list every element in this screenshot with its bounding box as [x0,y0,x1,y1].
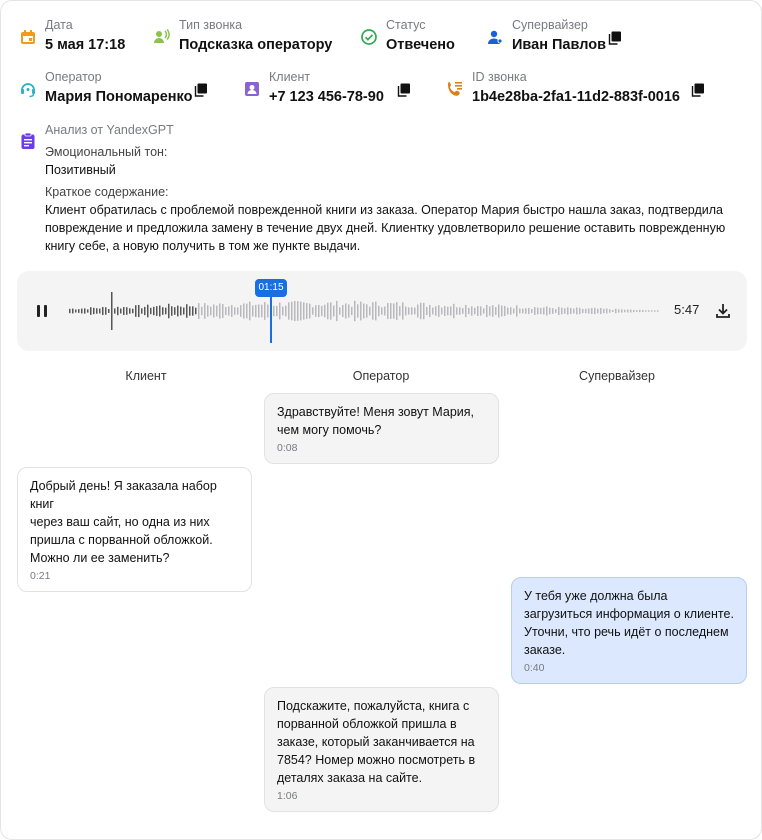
waveform-bar [648,310,650,312]
pause-bar-right [44,305,47,317]
waveform-bar [582,309,584,313]
message-line: Подскажите, пожалуйста, книга с [277,699,470,713]
waveform-bar [369,307,371,316]
date-label: Дата [45,18,73,32]
waveform-bar [120,309,122,314]
waveform-bar [243,303,245,318]
waveform-bar [171,306,173,315]
waveform-bar [84,308,86,313]
waveform-bar [354,301,356,321]
message-line: Добрый день! Я заказала набор книг [30,479,217,511]
operator-value: Мария Пономаренко [45,89,193,105]
waveform-bar [414,308,416,315]
waveform-bar [444,306,446,316]
headset-icon [19,80,37,98]
waveform-bar [249,302,251,321]
message-line: заказе. [524,643,566,657]
waveform-bar [123,307,125,315]
waveform-bar [486,305,488,317]
summary-line-3: книгу себе, а новую получить в том же пункте выдачи. [45,239,361,253]
waveform-bar [498,305,500,318]
waveform-bar [447,307,449,316]
message-line: чем могу помочь? [277,423,382,437]
column-client: Клиент [125,369,167,383]
column-operator: Оператор [352,369,410,383]
waveform-bar [423,303,425,319]
playhead-time: 01:15 [255,279,287,297]
waveform-bar [510,307,512,314]
waveform-bar [315,305,317,317]
waveform-bar [279,303,281,320]
waveform-bar [399,306,401,316]
waveform-bar [477,306,479,316]
waveform-bar [474,308,476,314]
waveform-bar [93,308,95,314]
copy-operator-icon[interactable] [194,83,208,97]
status-value: Отвечено [386,37,455,53]
waveform-bar [117,307,119,315]
waveform-bar [111,292,113,330]
waveform-bar [537,308,539,315]
waveform-bar [168,304,170,318]
copy-client-icon[interactable] [397,83,411,97]
phone-list-icon [446,80,464,98]
waveform-bar [594,308,596,314]
waveform-bar [177,306,179,317]
waveform-bar [183,307,185,314]
waveform-bar [252,306,254,317]
waveform-bar [627,309,629,312]
client-value: +7 123 456-78-90 [269,89,384,105]
waveform-bar [600,308,602,314]
message-line: деталях заказа на сайте. [277,771,423,785]
waveform-bar [246,304,248,319]
waveform-bar [402,302,404,319]
calendar-icon [19,28,37,46]
waveform-bar [87,309,89,312]
waveform-bar [621,309,623,312]
message-line: 7854? Номер можно посмотреть в [277,753,476,767]
waveform-bar [339,307,341,314]
message-line: загрузиться информация о клиенте. [524,607,734,621]
waveform-bar [636,310,638,312]
waveform-bar [513,309,515,314]
waveform-bar [558,307,560,315]
waveform-bar [225,307,227,315]
waveform-bar [585,309,587,313]
waveform-bar [372,302,374,320]
waveform-bar [210,307,212,316]
summary-line-2: повреждение и предложила замену в течение двух дней. Клиентку удовлетворило решение оставить поврежденную [45,221,726,235]
waveform-bar [408,307,410,314]
waveform-bar [204,303,206,319]
waveform-bar [624,310,626,312]
waveform-bar [471,306,473,316]
message-operator-1 [264,393,499,464]
waveform-bar [201,307,203,315]
waveform-bar [141,308,143,313]
message-line: заказе, который заканчивается на [277,735,475,749]
duration: 5:47 [674,302,700,317]
waveform-bar [99,309,101,314]
supervisor-value: Иван Павлов [512,37,606,53]
waveform-bar [654,310,656,312]
waveform-bar [132,309,134,314]
waveform-bar [552,308,554,314]
operator-label: Оператор [45,70,102,84]
waveform-bar [219,303,221,318]
waveform-bar [618,309,620,312]
waveform-bar [90,307,92,315]
waveform-bar [360,302,362,321]
waveform-bar [336,301,338,321]
waveform-bar [375,302,377,321]
waveform-bar [393,303,395,318]
waveform-bar [642,310,644,312]
waveform-bar [573,309,575,314]
waveform-bar [390,303,392,319]
waveform-bar [285,306,287,317]
waveform-bar [546,306,548,315]
waveform-bar [462,308,464,314]
waveform-bar [489,306,491,315]
waveform-bar [543,308,545,315]
waveform-bar [528,308,530,314]
waveform[interactable] [69,289,661,333]
waveform-bar [78,309,80,313]
call-type-label: Тип звонка [179,18,243,32]
message-time: 0:21 [30,570,51,582]
waveform-bar [456,307,458,314]
message-time: 0:08 [277,442,298,454]
message-line: Можно ли ее заменить? [30,551,170,565]
waveform-bar [531,309,533,313]
waveform-bar [192,306,194,315]
tone-value: Позитивный [45,163,116,177]
waveform-bar [597,309,599,314]
users-hint-icon [153,28,171,46]
waveform-bar [195,308,197,315]
waveform-bar [387,303,389,319]
waveform-bar [198,303,200,319]
waveform-bar [639,310,641,312]
pause-button[interactable] [35,303,49,319]
waveform-bar [159,306,161,317]
waveform-bar [525,308,527,313]
waveform-bar [144,307,146,315]
waveform-bar [438,305,440,317]
waveform-bar [96,308,98,313]
message-line: Здравствуйте! Меня зовут Мария, [277,405,474,419]
waveform-bar [147,305,149,318]
call-id-label: ID звонка [472,70,527,84]
waveform-bar [591,308,593,314]
waveform-bar [264,302,266,320]
waveform-bar [153,307,155,315]
waveform-bar [465,305,467,317]
waveform-bar [480,306,482,315]
waveform-bar [138,305,140,317]
tone-label: Эмоциональный тон: [45,145,168,159]
waveform-bar [561,308,563,315]
waveform-bar [240,305,242,317]
waveform-bar [507,308,509,315]
waveform-bar [549,308,551,315]
playhead-line[interactable] [270,297,272,343]
waveform-bar [309,304,311,319]
message-line: через ваш сайт, но одна из них [30,515,210,529]
waveform-bar [102,307,104,315]
waveform-bar [570,308,572,314]
waveform-bar [75,310,77,313]
waveform-bar [231,305,233,317]
waveform-bar [567,307,569,314]
waveform-bar [216,306,218,317]
waveform-bar [186,304,188,318]
waveform-bar [234,307,236,315]
waveform-bar [276,306,278,316]
waveform-bar [330,302,332,319]
copy-supervisor-icon[interactable] [608,31,622,45]
message-line: пришла с порванной обложкой. [30,533,213,547]
waveform-bar [519,309,521,314]
waveform-bar [327,303,329,320]
message-line: Уточни, что речь идёт о последнем [524,625,729,639]
call-type-value: Подсказка оператору [179,37,333,53]
waveform-bar [213,304,215,317]
pause-bar-left [37,305,40,317]
waveform-bar [318,305,320,317]
waveform-bar [435,306,437,315]
waveform-bar [603,309,605,313]
waveform-bar [267,305,269,318]
waveform-bar [282,307,284,316]
client-label: Клиент [269,70,311,84]
waveform-bar [459,307,461,314]
waveform-bar [579,308,581,314]
waveform-bar [294,301,296,321]
message-operator-2 [264,687,499,812]
waveform-bar [357,304,359,317]
waveform-bar [300,302,302,321]
waveform-bar [150,308,152,314]
waveform-bar [630,310,632,313]
message-supervisor-1 [511,577,747,684]
waveform-bar [306,303,308,319]
waveform-bar [261,305,263,318]
waveform-bar [426,307,428,315]
message-line: У тебя уже должна была [524,589,668,603]
waveform-bar [333,306,335,317]
message-client-1 [17,467,252,592]
waveform-bar [417,304,419,317]
supervisor-label: Супервайзер [512,18,588,32]
waveform-bar [255,305,257,317]
waveform-bar [534,307,536,315]
waveform-bar [180,307,182,316]
waveform-bar [207,305,209,316]
waveform-bar [156,306,158,316]
call-id-value: 1b4e28ba-2fa1-11d2-883f-0016 [472,89,680,105]
waveform-bar [189,306,191,315]
waveform-bar [321,306,323,316]
waveform-bar [450,306,452,315]
waveform-bar [384,307,386,316]
waveform-bar [114,308,116,313]
waveform-bar [273,306,275,316]
message-time: 1:06 [277,790,298,802]
copy-call-id-icon[interactable] [691,83,705,97]
waveform-bar [516,305,518,316]
column-supervisor: Супервайзер [579,369,655,383]
audio-player [17,271,747,351]
waveform-bar [162,307,164,315]
waveform-bar [381,307,383,314]
waveform-bar [72,309,74,314]
waveform-bar [555,309,557,313]
waveform-bar [468,308,470,314]
waveform-bar [645,310,647,312]
waveform-bar [105,307,107,314]
waveform-bar [405,307,407,316]
waveform-bar [420,303,422,319]
waveform-bar [165,308,167,315]
waveform-bar [351,307,353,315]
waveform-bar [411,307,413,315]
analysis-title: Анализ от YandexGPT [45,123,174,137]
waveform-bar [432,308,434,315]
waveform-bar [342,305,344,317]
waveform-bar [126,307,128,315]
waveform-bar [396,302,398,320]
waveform-bar [441,308,443,315]
waveform-bar [237,307,239,314]
waveform-bar [651,310,653,312]
waveform-bar [378,306,380,316]
waveform-bar [135,305,137,317]
waveform-bar [609,309,611,312]
waveform-bar [366,304,368,317]
download-icon[interactable] [714,302,732,320]
clipboard-icon [19,132,37,150]
waveform-bar [228,306,230,315]
message-time: 0:40 [524,662,545,674]
waveform-bar [363,304,365,319]
waveform-bar [324,305,326,318]
waveform-bar [501,306,503,317]
waveform-bar [345,303,347,318]
waveform-bar [108,309,110,313]
waveform-bar [588,308,590,313]
message-line: порванной обложкой пришла в [277,717,457,731]
supervisor-icon [486,28,504,46]
waveform-bar [222,304,224,318]
waveform-bar [453,304,455,318]
waveform-bar [429,305,431,317]
waveform-bar [492,305,494,317]
waveform-bar [615,309,617,314]
waveform-bar [504,306,506,316]
waveform-bar [564,308,566,313]
waveform-bar [633,310,635,312]
waveform-bar [303,302,305,319]
waveform-bar [174,307,176,315]
check-circle-icon [360,28,378,46]
waveform-bar [612,310,614,312]
waveform-bar [312,307,314,315]
summary-line-1: Клиент обратилась с проблемой поврежденной книги из заказа. Оператор Мария быстро нашла заказ, подтвердила [45,203,723,217]
waveform-bar [522,309,524,314]
waveform-bar [291,302,293,321]
waveform-bar [657,310,659,312]
waveform-bar [69,309,71,313]
waveform-bar [483,308,485,313]
waveform-bar [540,308,542,314]
waveform-bar [606,309,608,314]
waveform-bar [129,308,131,313]
waveform-bar [495,307,497,315]
waveform-bar [348,304,350,317]
date-value: 5 мая 17:18 [45,37,126,53]
client-card-icon [243,80,261,98]
waveform-bar [288,302,290,319]
waveform-bar [258,304,260,317]
waveform-bar [576,308,578,315]
waveform-bar [297,301,299,321]
summary-label: Краткое содержание: [45,185,169,199]
waveform-bar [81,309,83,314]
status-label: Статус [386,18,426,32]
